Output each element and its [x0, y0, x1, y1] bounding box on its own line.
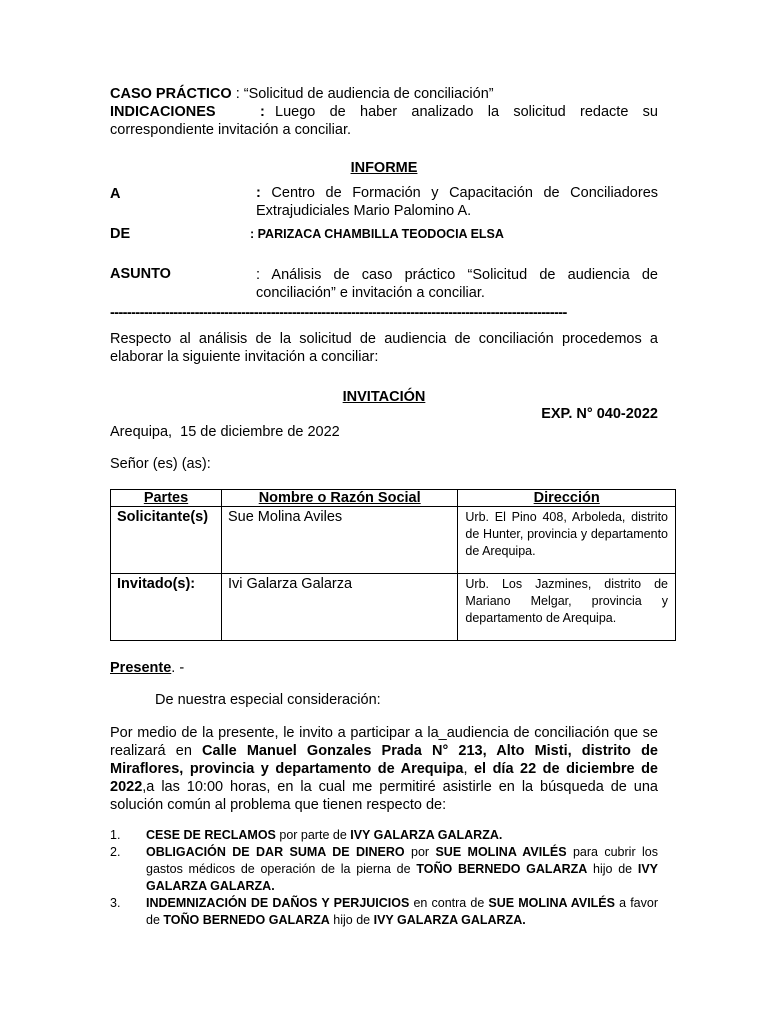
header-direccion: Dirección	[458, 490, 676, 507]
row-address: Urb. Los Jazmines, distrito de Mariano Melgar, provincia y departamento de Arequipa.	[458, 574, 676, 641]
item-number: 1.	[110, 828, 121, 842]
table-row	[111, 507, 676, 574]
salutation: Señor (es) (as):	[110, 456, 211, 472]
asunto-label: ASUNTO	[110, 266, 171, 282]
body-paragraph	[110, 724, 658, 814]
item-text-1: por parte de	[275, 828, 351, 842]
a-colon: :	[256, 185, 261, 201]
body-date: el día 22 de diciembre de 2022	[110, 761, 658, 795]
item-bold-2: SUE MOLINA AVILÉS	[488, 896, 615, 910]
item-bold-2: IVY GALARZA GALARZA.	[350, 828, 503, 842]
asunto-value: : Análisis de caso práctico “Solicitud de audiencia de conciliación” e invitación a conciliar.	[256, 267, 658, 301]
item-bold-2: SUE MOLINA AVILÉS	[435, 845, 567, 859]
caso-practico-label: CASO PRÁCTICO	[110, 86, 232, 102]
header-partes: Partes	[111, 490, 222, 507]
a-text: Centro de Formación y Capacitación de Conciliadores Extrajudiciales Mario Palomino A.	[256, 185, 659, 219]
indicaciones-block	[110, 103, 658, 139]
informe-title: INFORME	[350, 160, 418, 176]
row-address: Urb. El Pino 408, Arboleda, distrito de Hunter, provincia y departamento de Arequipa.	[458, 507, 676, 574]
item-text-2: para cubrir los gastos médicos de operación de la pierna de	[146, 845, 658, 876]
indicaciones-colon: :	[260, 104, 265, 120]
presente-label: Presente	[110, 660, 172, 676]
item-bold-3: TOÑO BERNEDO GALARZA	[416, 862, 588, 876]
table-header-row	[111, 490, 676, 507]
item-bold-1: OBLIGACIÓN DE DAR SUMA DE DINERO	[146, 845, 405, 859]
matters-list	[110, 827, 658, 929]
item-bold-3: TOÑO BERNEDO GALARZA	[163, 913, 330, 927]
invitacion-title: INVITACIÓN	[342, 389, 426, 405]
row-name: Sue Molina Aviles	[221, 507, 457, 574]
indicaciones-text: Luego de haber analizado la solicitud redacte su correspondiente invitación a conciliar.	[110, 104, 658, 138]
header-nombre: Nombre o Razón Social	[221, 490, 457, 507]
item-number: 3.	[110, 896, 121, 910]
list-item	[110, 895, 658, 929]
presente-suffix: . -	[171, 660, 185, 676]
de-label: DE	[110, 226, 131, 242]
item-text-3: hijo de	[329, 913, 374, 927]
a-value	[256, 184, 658, 220]
body-place: Calle Manuel Gonzales Prada N° 213, Alto Misti, distrito de Miraflores, provincia y departamento de Arequipa	[110, 743, 658, 777]
body-text-1: Por medio de la presente, le invito a participar a la_audiencia de conciliación que se realizará en	[110, 725, 658, 759]
greeting: De nuestra especial consideración:	[155, 692, 381, 708]
item-bold-4: IVY GALARZA GALARZA.	[373, 913, 526, 927]
item-text-1: en contra de	[409, 896, 489, 910]
row-role: Solicitante(s)	[111, 507, 222, 574]
row-role: Invitado(s):	[111, 574, 222, 641]
presente-line	[110, 660, 184, 676]
caso-practico-text: : “Solicitud de audiencia de conciliación”	[235, 86, 494, 102]
caso-practico-line	[110, 85, 658, 103]
item-bold-1: INDEMNIZACIÓN DE DAÑOS Y PERJUICIOS	[146, 896, 410, 910]
body-text-2: ,	[463, 761, 474, 777]
item-bold-4: IVY GALARZA GALARZA.	[146, 862, 659, 893]
row-name: Ivi Galarza Galarza	[221, 574, 457, 641]
indicaciones-label: INDICACIONES	[110, 104, 216, 120]
list-item	[110, 827, 658, 844]
date-line: Arequipa, 15 de diciembre de 2022	[110, 424, 340, 440]
item-text-3: hijo de	[587, 862, 638, 876]
parties-table	[110, 489, 676, 641]
item-text-1: por	[404, 845, 436, 859]
a-label: A	[110, 186, 121, 202]
item-text-2: a favor de	[146, 896, 658, 927]
intro-paragraph: Respecto al análisis de la solicitud de audiencia de conciliación procedemos a elaborar la siguiente invitación a conciliar:	[110, 331, 658, 365]
exp-number: EXP. N° 040-2022	[541, 406, 658, 422]
separator-line: ------------------------------------------------------------------------------------------------------------	[110, 305, 567, 321]
table-row	[111, 574, 676, 641]
body-text-3: ,a las 10:00 horas, en la cual me permitiré asistirle en la búsqueda de una solución común al problema que tienen respecto de:	[110, 779, 658, 813]
item-bold-1: CESE DE RECLAMOS	[146, 828, 276, 842]
item-number: 2.	[110, 845, 121, 859]
list-item	[110, 844, 658, 895]
de-value: : PARIZACA CHAMBILLA TEODOCIA ELSA	[250, 227, 504, 241]
